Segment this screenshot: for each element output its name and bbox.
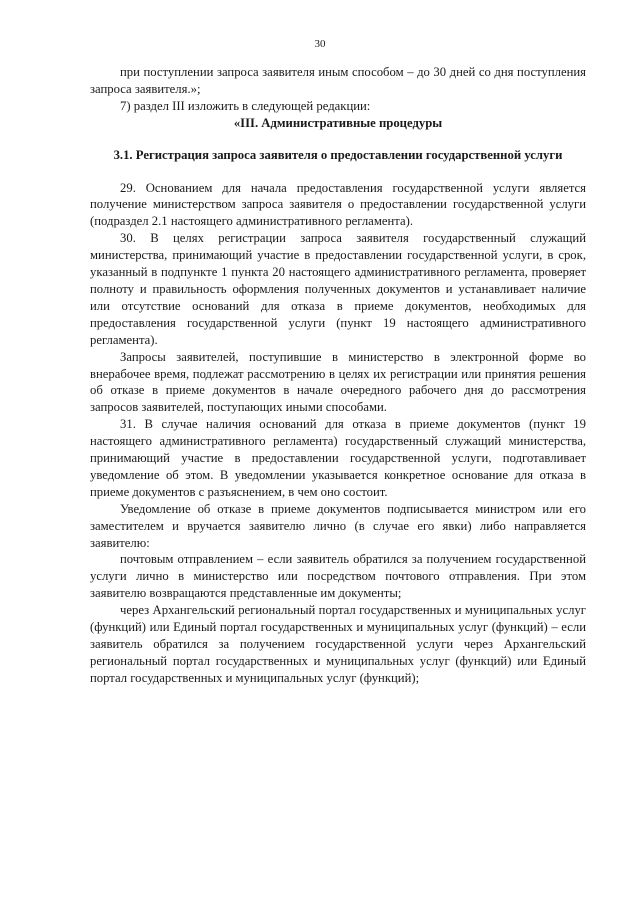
- document-body: [90, 64, 586, 687]
- paragraph: 29. Основанием для начала предоставления государственной услуги является получение министерством запроса заявителя о предоставлении государственной услуги (подраздел 2.1 настоящего административного регламента).: [90, 180, 586, 229]
- paragraph: почтовым отправлением – если заявитель обратился за получением государственной услуги лично в министерство или посредством почтового отправления. При этом заявителю возвращаются представленные им документы;: [90, 552, 586, 601]
- subsection-heading: 3.1. Регистрация запроса заявителя о предоставлении государственной услуги: [113, 147, 563, 162]
- section-heading: «III. Административные процедуры: [233, 115, 443, 130]
- paragraph: Запросы заявителей, поступившие в министерство в электронной форме во внерабочее время, подлежат рассмотрению в целях их регистрации или принятия решения об отказе в приеме документов в начале очередного рабочего дня до рассмотрения запросов заявителей, поступающих иными способами.: [90, 349, 586, 415]
- paragraph: Уведомление об отказе в приеме документов подписывается министром или его заместителем и вручается заявителю лично (в случае его явки) либо направляется заявителю:: [90, 501, 586, 550]
- paragraph: 30. В целях регистрации запроса заявителя государственный служащий министерства, принимающий участие в предоставлении государственной услуги, в срок, указанный в подпункте 1 пункта 20 настоящего административного регламента, проверяет полноту и правильность оформления полученных документов и устанавливает наличие или отсутствие оснований для отказа в приеме документов, необходимых для предоставления государственной услуги (пункт 19 настоящего административного регламента).: [90, 231, 586, 347]
- page-number: 30: [314, 38, 326, 50]
- paragraph: при поступлении запроса заявителя иным способом – до 30 дней со дня поступления запроса заявителя.»;: [90, 65, 586, 96]
- paragraph: 31. В случае наличия оснований для отказа в приеме документов (пункт 19 настоящего административного регламента) государственный служащий министерства, принимающий участие в предоставлении государственной услуги, подготавливает уведомление об этом. В уведомлении указывается конкретное основание для отказа в приеме документов с разъяснением, в чем оно состоит.: [90, 417, 586, 499]
- paragraph: 7) раздел III изложить в следующей редакции:: [120, 98, 371, 113]
- paragraph: через Архангельский региональный портал государственных и муниципальных услуг (функций) или Единый портал государственных и муниципальных услуг (функций) – если заявитель обратился за получением государственной услуги через Архангельский региональный портал государственных и муниципальных услуг (функций) или Единый портал государственных и муниципальных услуг (функций);: [90, 603, 586, 685]
